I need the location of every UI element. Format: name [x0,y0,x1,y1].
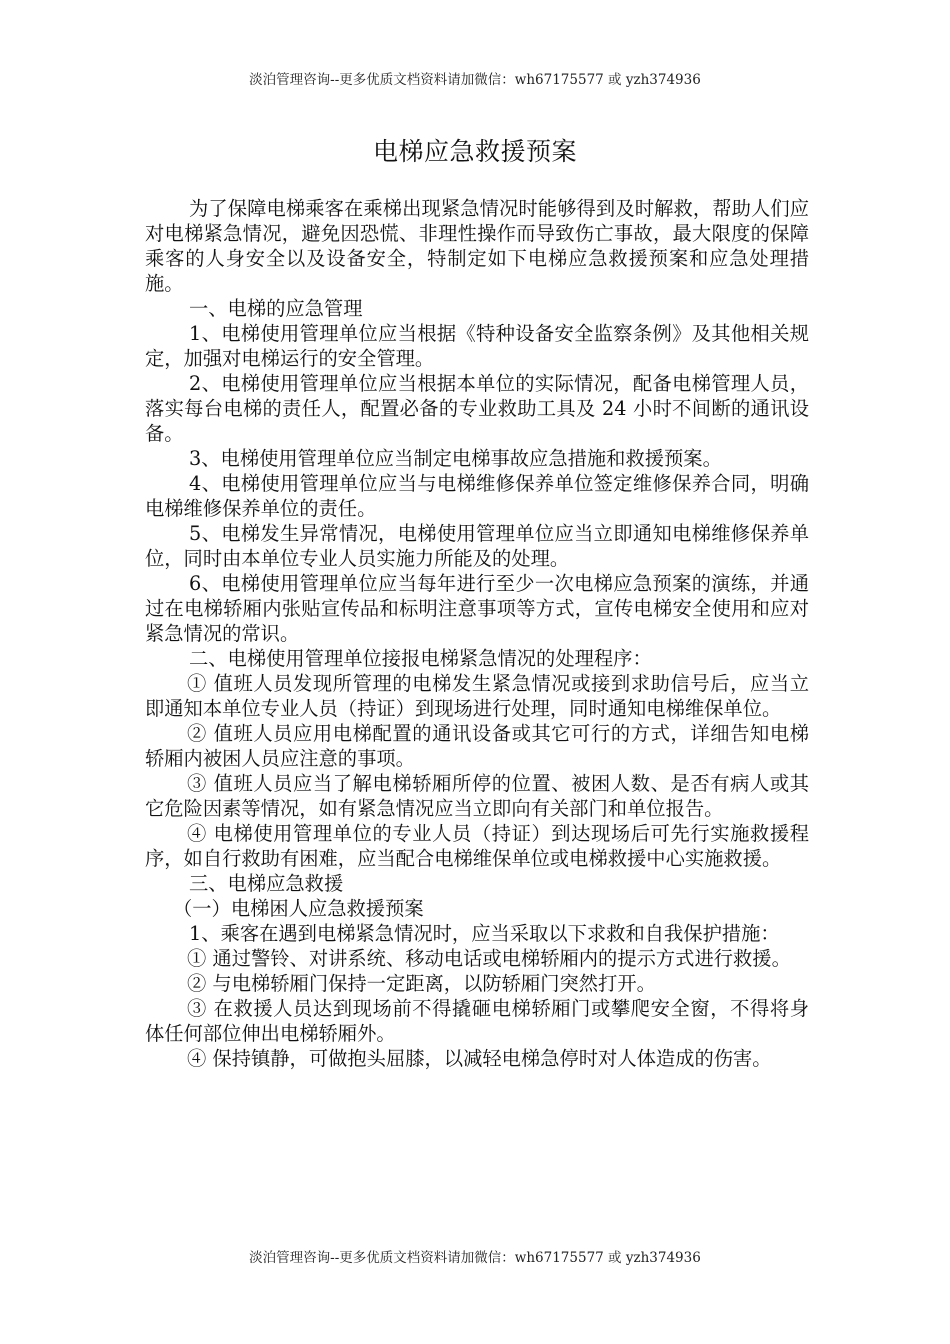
list-item: ① 通过警铃、对讲系统、移动电话或电梯轿厢内的提示方式进行救援。 [187,947,791,970]
section-heading-3: 三、电梯应急救援 [189,872,344,895]
page-footer: 淡泊管理咨询--更多优质文档资料请加微信：wh67175577 或 yzh374936 [249,1250,701,1266]
paragraph: 1、乘客在遇到电梯紧急情况时，应当采取以下求救和自我保护措施： [189,922,780,945]
paragraph: 5、电梯发生异常情况，电梯使用管理单位应当立即通知电梯维修保养单位，同时由本单位专业人员实施力所能及的处理。 [145,522,809,570]
intro-paragraph: 为了保障电梯乘客在乘梯出现紧急情况时能够得到及时解救，帮助人们应对电梯紧急情况，避免因恐慌、非理性操作而导致伤亡事故，最大限度的保障乘客的人身安全以及设备安全，特制定如下电梯应急救援预案和应急处理措施。 [145,197,809,295]
paragraph: 6、电梯使用管理单位应当每年进行至少一次电梯应急预案的演练，并通过在电梯轿厢内张贴宣传品和标明注意事项等方式，宣传电梯安全使用和应对紧急情况的常识。 [145,572,809,645]
list-item: ② 值班人员应用电梯配置的通讯设备或其它可行的方式，详细告知电梯轿厢内被困人员应注意的事项。 [145,722,809,770]
document-body [145,196,809,1071]
list-item: ② 与电梯轿厢门保持一定距离，以防轿厢门突然打开。 [187,972,656,995]
paragraph: 4、电梯使用管理单位应当与电梯维修保养单位签定维修保养合同，明确电梯维修保养单位的责任。 [145,472,809,520]
list-item: ① 值班人员发现所管理的电梯发生紧急情况或接到求助信号后，应当立即通知本单位专业人员（持证）到现场进行处理，同时通知电梯维保单位。 [145,672,809,720]
list-item: ④ 电梯使用管理单位的专业人员（持证）到达现场后可先行实施救援程序，如自行救助有困难，应当配合电梯维保单位或电梯救援中心实施救援。 [145,822,809,870]
list-item: ③ 值班人员应当了解电梯轿厢所停的位置、被困人数、是否有病人或其它危险因素等情况，如有紧急情况应当立即向有关部门和单位报告。 [145,772,809,820]
section-heading-2: 二、电梯使用管理单位接报电梯紧急情况的处理程序： [189,647,652,670]
document-title: 电梯应急救援预案 [372,137,577,166]
paragraph: 1、电梯使用管理单位应当根据《特种设备安全监察条例》及其他相关规定，加强对电梯运行的安全管理。 [145,322,809,370]
list-item: ④ 保持镇静，可做抱头屈膝，以减轻电梯急停时对人体造成的伤害。 [187,1047,772,1070]
paragraph: 3、电梯使用管理单位应当制定电梯事故应急措施和救援预案。 [189,447,722,470]
list-item: ③ 在救援人员达到现场前不得撬砸电梯轿厢门或攀爬安全窗，不得将身体任何部位伸出电梯轿厢外。 [145,997,809,1045]
section-heading-1: 一、电梯的应急管理 [189,297,363,320]
page-header: 淡泊管理咨询--更多优质文档资料请加微信：wh67175577 或 yzh374936 [249,72,701,88]
subsection-heading: （一）电梯困人应急救援预案 [173,897,424,920]
paragraph: 2、电梯使用管理单位应当根据本单位的实际情况，配备电梯管理人员，落实每台电梯的责任人，配置必备的专业救助工具及 24 小时不间断的通讯设备。 [145,372,809,445]
